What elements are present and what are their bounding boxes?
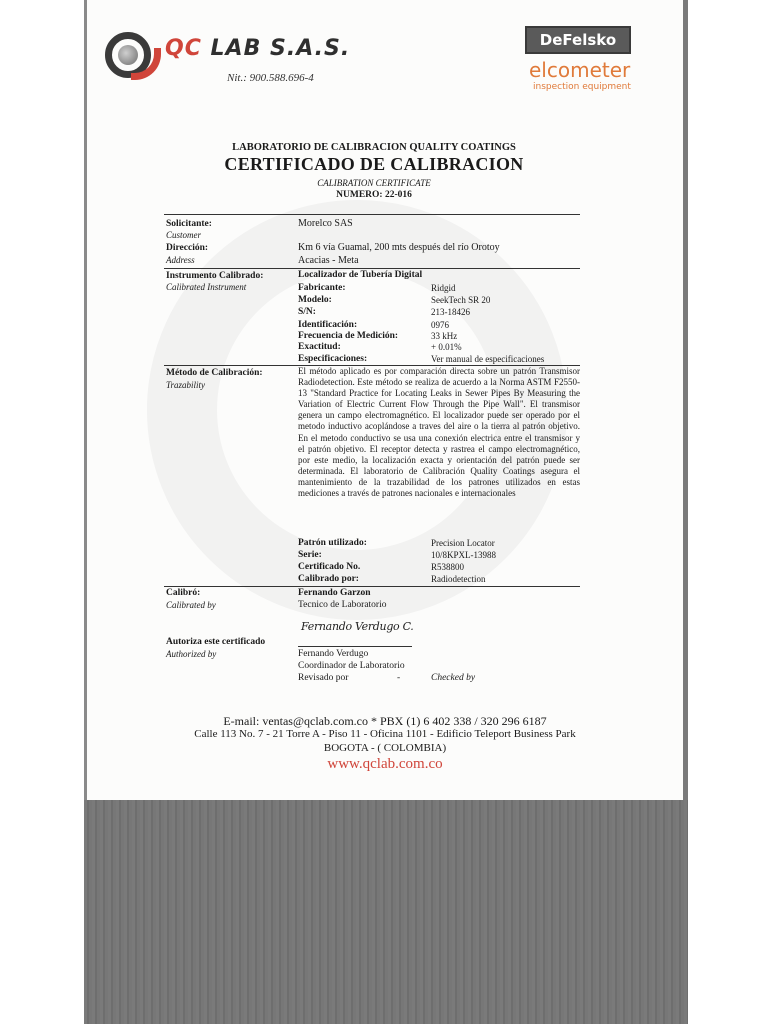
method-description: El método aplicado es por comparación directa sobre un patrón Transmisor Radiodetection. Este método se realiza de acuerdo a la Norma ASTM F2550-13 "Standard Practice for Locating Leaks in Sewer Pipes By Measuring the Variation of Electric Current Flow Through the Pipe Wall". El transmisor genera un campo electromagnético. El localizador puede ser operado por el metodo inductivo acoplándose a traves del aire o la tierra al patrón objetivo. En el metodo conductivo se usa una conexión electrica entre el transmisor y el patrón objetivo. El receptor detecta y rastrea el campo electromagnético, por este medio, la localización exacta y orientación del patrón puede ser determinada. El laboratorio de Calibración Quality Coatings asegura el mantenimiento de la trazabilidad de los patrones utilizados en estas mediciones a través de patrones nacionales e internacionales [298, 366, 580, 499]
certificate-title: CERTIFICADO DE CALIBRACION [224, 154, 524, 174]
signature-line [298, 646, 412, 647]
certificate-number: NUMERO: 22-016 [336, 190, 412, 200]
lab-name: LABORATORIO DE CALIBRACION QUALITY COATINGS [232, 142, 516, 153]
certificate-page [87, 0, 683, 800]
instrumento-label: Instrumento Calibrado: [166, 271, 264, 281]
spec-value: 213-18426 [431, 307, 470, 317]
spec-label: Especificaciones: [298, 354, 368, 364]
qc-lab-logo [105, 30, 355, 90]
solicitante-sub: Customer [166, 230, 202, 240]
autoriza-label: Autoriza este certificado [166, 637, 266, 647]
handwritten-signature: Fernando Verdugo C. [301, 620, 414, 633]
certificate-subtitle: CALIBRATION CERTIFICATE [317, 178, 431, 188]
footer-website-link[interactable]: www.qclab.com.co [327, 756, 443, 772]
divider [164, 268, 580, 269]
direccion-line2: Acacias - Meta [298, 255, 359, 266]
spec-label: Frecuencia de Medición: [298, 331, 399, 341]
metodo-sub: Trazability [166, 380, 206, 390]
pattern-value: R538800 [431, 562, 465, 572]
divider [164, 586, 580, 587]
defelsko-logo: DeFelsko [525, 26, 631, 54]
pattern-value: Radiodetection [431, 574, 486, 584]
spec-label: Fabricante: [298, 283, 346, 293]
spec-label: Exactitud: [298, 342, 341, 352]
elcometer-tagline: inspection equipment [533, 82, 631, 92]
scan-background [84, 800, 688, 1024]
spec-value: 33 kHz [431, 331, 458, 341]
logo-wordmark: QC LAB S.A.S. [165, 36, 351, 61]
spec-value: 0976 [431, 320, 449, 330]
autoriza-name: Fernando Verdugo [298, 649, 369, 659]
revisado-dash: - [397, 673, 401, 683]
pattern-label: Certificado No. [298, 562, 361, 572]
footer-address: Calle 113 No. 7 - 21 Torre A - Piso 11 - Oficina 1101 - Edificio Teleport Business Park [194, 728, 576, 740]
elcometer-logo: elcometer [529, 58, 631, 82]
checked-by-label: Checked by [431, 673, 476, 683]
solicitante-label: Solicitante: [166, 219, 212, 229]
pattern-label: Serie: [298, 550, 322, 560]
spec-label: S/N: [298, 307, 316, 317]
autoriza-sub: Authorized by [166, 649, 217, 659]
spec-value: SeekTech SR 20 [431, 295, 491, 305]
swoosh-icon [131, 48, 161, 80]
spec-label: Modelo: [298, 295, 332, 305]
instrumento-value: Localizador de Tubería Digital [298, 270, 423, 280]
direccion-label: Dirección: [166, 243, 209, 253]
pattern-label: Calibrado por: [298, 574, 359, 584]
pattern-value: 10/8KPXL-13988 [431, 550, 496, 560]
direccion-line1: Km 6 vía Guamal, 200 mts después del río Orotoy [298, 242, 500, 253]
calibro-role: Tecnico de Laboratorio [298, 600, 387, 610]
instrumento-sub: Calibrated Instrument [166, 282, 247, 292]
spec-value: + 0.01% [431, 342, 462, 352]
solicitante-value: Morelco SAS [298, 218, 353, 229]
calibro-name: Fernando Garzon [298, 588, 371, 598]
spec-label: Identificación: [298, 320, 358, 330]
footer-city: BOGOTA - ( COLOMBIA) [323, 742, 447, 754]
calibro-label: Calibró: [166, 588, 201, 598]
nit-number: Nit.: 900.588.696-4 [227, 72, 314, 84]
autoriza-role: Coordinador de Laboratorio [298, 661, 405, 671]
direccion-sub: Address [166, 255, 195, 265]
pattern-value: Precision Locator [431, 538, 495, 548]
spec-value: Ver manual de especificaciones [431, 354, 545, 364]
scan-edge-right [683, 0, 688, 800]
footer-contact: E-mail: ventas@qclab.com.co * PBX (1) 6 402 338 / 320 296 6187 [223, 714, 547, 728]
calibro-sub: Calibrated by [166, 600, 216, 610]
spec-value: Ridgid [431, 283, 456, 293]
revisado-label: Revisado por [298, 673, 349, 683]
pattern-label: Patrón utilizado: [298, 538, 367, 548]
metodo-label: Método de Calibración: [166, 368, 263, 378]
divider [164, 214, 580, 215]
